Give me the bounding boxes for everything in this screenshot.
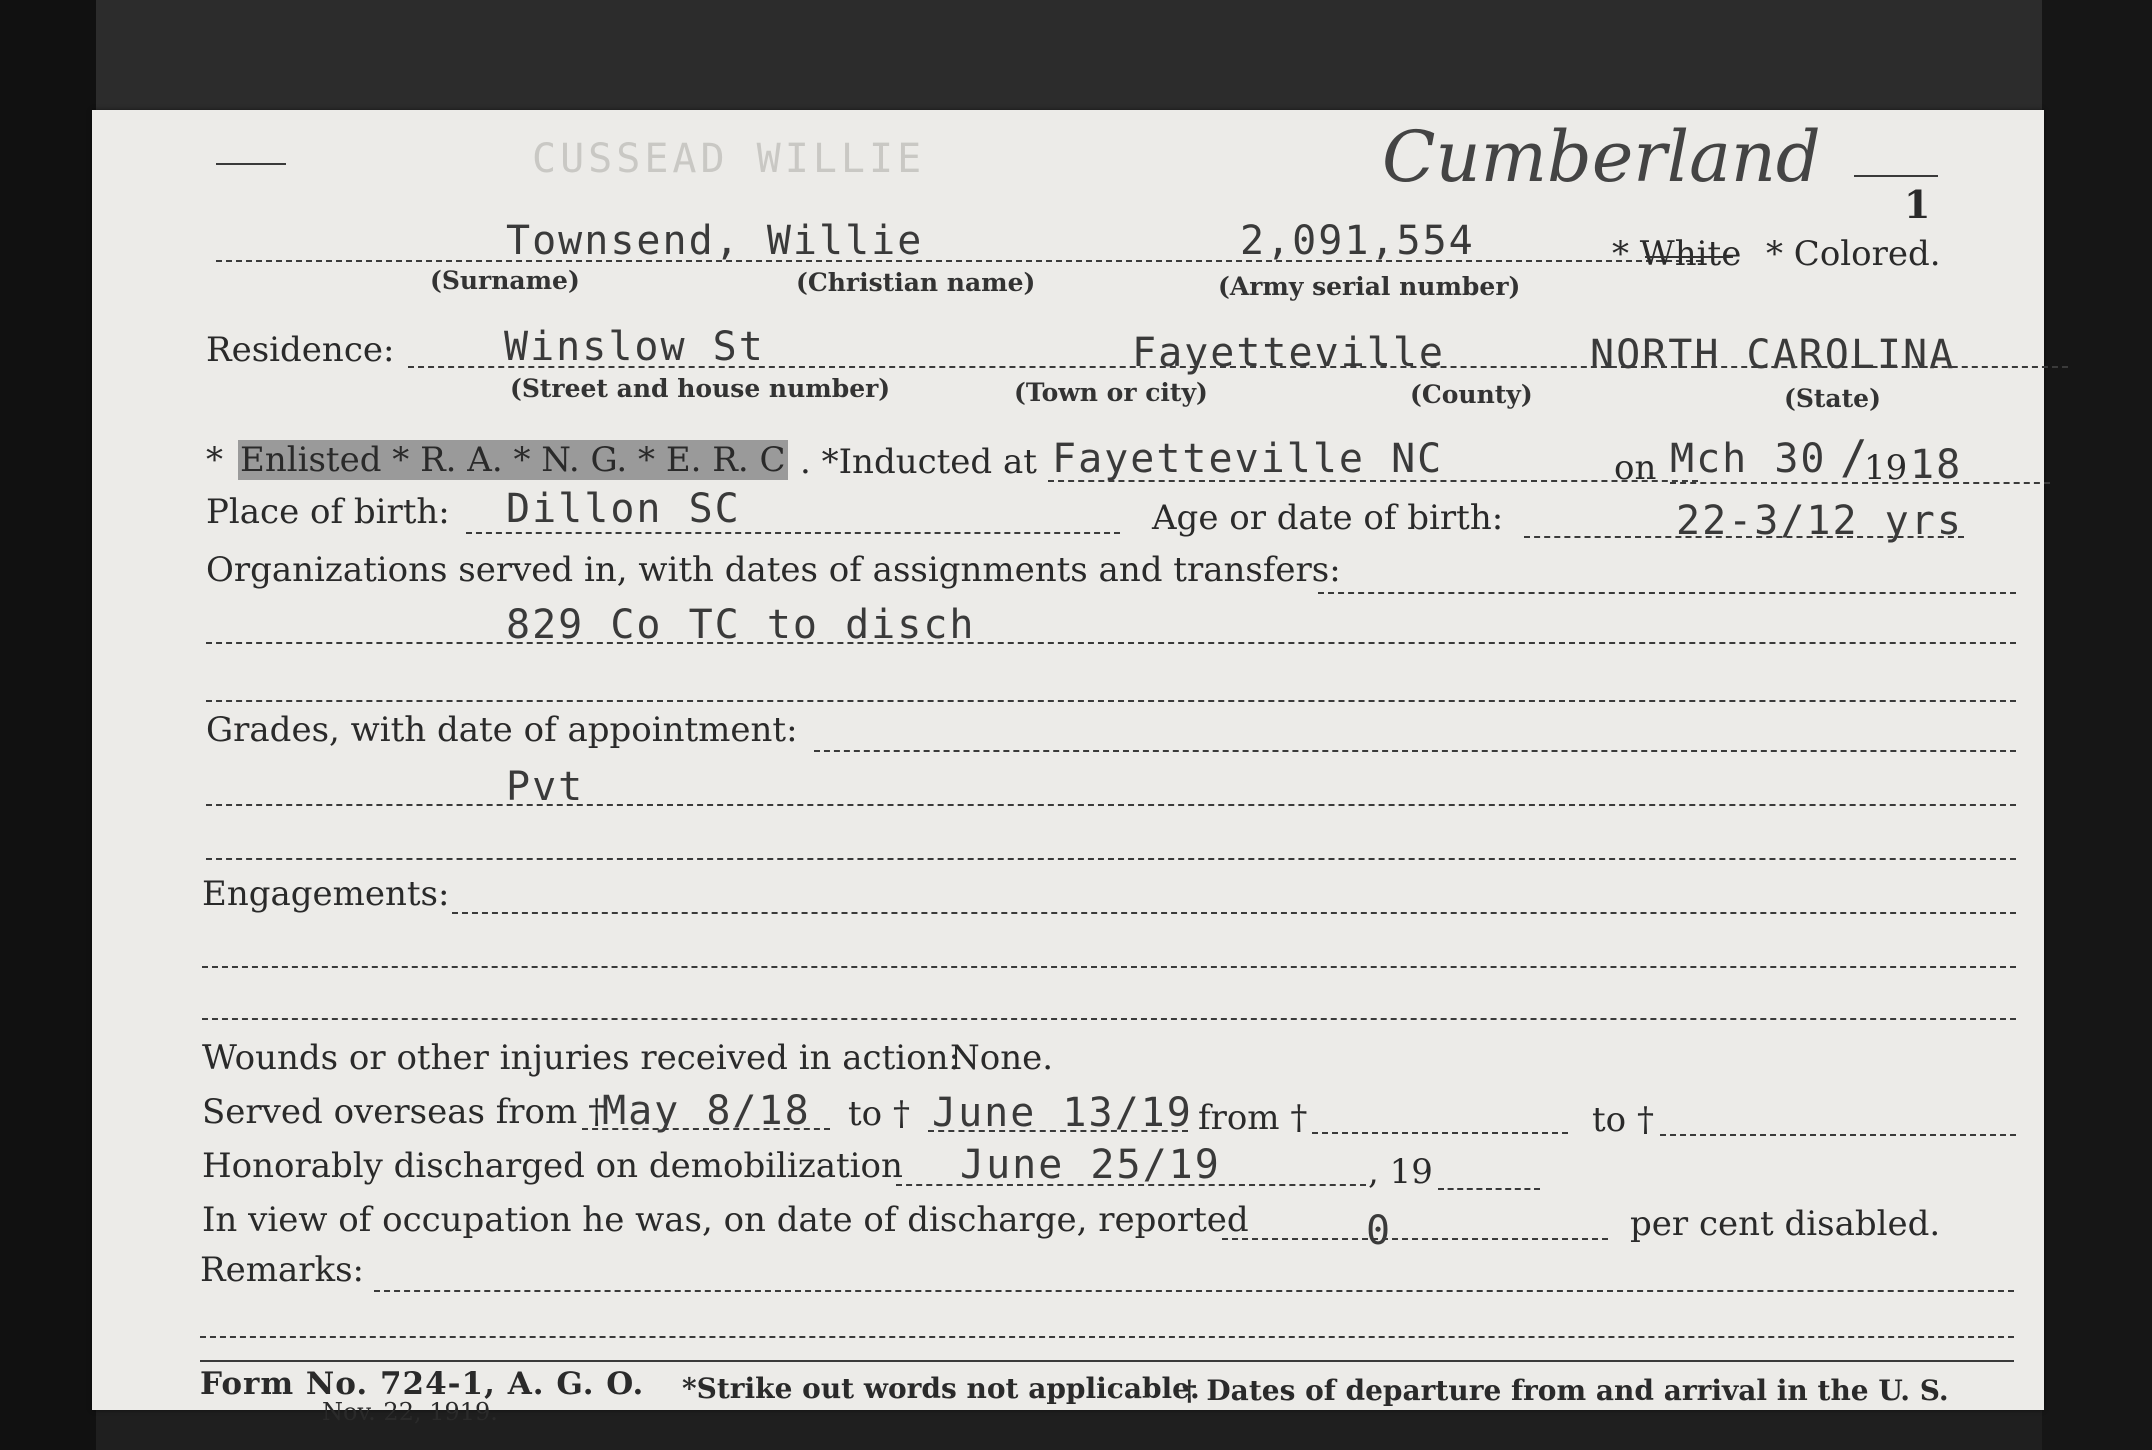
engagements-label: Engagements: [202, 874, 450, 914]
inducted-place: Fayetteville NC [1052, 436, 1444, 482]
overseas-from2-label: from † [1198, 1098, 1308, 1138]
overseas-to2-line [1660, 1134, 2016, 1136]
overseas-from-date: May 8/18 [602, 1088, 811, 1134]
wounds-label: Wounds or other injuries received in action: [202, 1038, 960, 1078]
enlistment-star: * [206, 440, 223, 480]
caption-county: (County) [1410, 380, 1533, 409]
birthplace-label: Place of birth: [206, 492, 450, 532]
residence-town: Fayetteville [1132, 330, 1445, 376]
caption-state: (State) [1784, 384, 1881, 413]
induction-date: Mch 30 [1670, 436, 1827, 482]
scan-edge-right [2042, 0, 2152, 1450]
discharge-year-prefix: , 19 [1368, 1152, 1433, 1192]
organizations-label: Organizations served in, with dates of assignments and transfers: [206, 550, 1341, 590]
form-number: Form No. 724-1, A. G. O. [200, 1366, 645, 1402]
date-slash: / [1840, 430, 1870, 484]
overseas-to2-label: to † [1592, 1100, 1654, 1140]
year-prefix: 19 [1864, 448, 1908, 488]
remarks-line-1 [374, 1290, 2014, 1292]
residence-street: Winslow St [504, 324, 765, 370]
scan-edge-left [0, 0, 96, 1450]
birthplace-line [466, 532, 1120, 534]
grades-line-2 [206, 804, 2016, 806]
grades-line-1 [814, 750, 2016, 752]
race-colored: * Colored. [1766, 234, 1941, 274]
race-white: * White [1612, 234, 1742, 274]
form-date: Nov. 22, 1919. [322, 1398, 498, 1426]
top-right-rule [1854, 175, 1938, 177]
inducted-label: . *Inducted at [800, 442, 1037, 482]
caption-surname: (Surname) [430, 266, 580, 295]
residence-state: NORTH CAROLINA [1590, 332, 1956, 378]
grades-line-3 [206, 858, 2016, 860]
overseas-to-date: June 13/19 [932, 1090, 1193, 1136]
discharge-date: June 25/19 [960, 1142, 1221, 1188]
caption-street: (Street and house number) [510, 374, 891, 403]
age-label: Age or date of birth: [1152, 498, 1504, 538]
overseas-from2-line [1312, 1132, 1568, 1134]
disability-suffix: per cent disabled. [1630, 1204, 1941, 1244]
birthplace-value: Dillon SC [506, 486, 741, 532]
induction-year: 18 [1910, 442, 1963, 488]
overseas-to-label: to † [848, 1094, 910, 1134]
organizations-line-2 [206, 642, 2016, 644]
organizations-line-1 [1318, 592, 2016, 594]
scan-edge-top [96, 0, 2152, 112]
race-white-strike [1645, 256, 1733, 258]
footer-note-strike: *Strike out words not applicable. [682, 1372, 1200, 1405]
army-serial-number: 2,091,554 [1240, 218, 1475, 264]
county-handwritten: Cumberland [1382, 116, 1821, 198]
top-left-rule [216, 163, 286, 165]
engagements-line-3 [202, 1018, 2016, 1020]
overseas-label: Served overseas from † [202, 1092, 606, 1132]
organizations-value: 829 Co TC to disch [506, 602, 976, 648]
disability-label: In view of occupation he was, on date of discharge, reported [202, 1200, 1249, 1240]
footer-note-dates: † Dates of departure from and arrival in the U. S. [1182, 1374, 1949, 1407]
caption-town: (Town or city) [1014, 378, 1208, 407]
disability-value: 0 [1366, 1208, 1393, 1254]
caption-christian-name: (Christian name) [796, 268, 1036, 297]
remarks-label: Remarks: [200, 1250, 364, 1290]
organizations-line-3 [206, 700, 2016, 702]
footer-rule [200, 1360, 2014, 1362]
on-label: on [1614, 448, 1657, 488]
grades-label: Grades, with date of appointment: [206, 710, 798, 750]
surname-christian-name: Townsend, Willie [506, 218, 924, 264]
name-line [216, 260, 1702, 262]
remarks-line-2 [200, 1336, 2014, 1338]
wounds-value: None. [950, 1038, 1054, 1078]
grades-value: Pvt [506, 764, 585, 810]
enlistment-options-struck: Enlisted * R. A. * N. G. * E. R. C [240, 440, 786, 480]
discharge-year-line [1438, 1188, 1540, 1190]
caption-army-serial: (Army serial number) [1218, 272, 1521, 301]
age-value: 22-3/12 yrs [1676, 498, 1963, 544]
card-number: 1 [1904, 182, 1931, 227]
engagements-line-1 [452, 912, 2016, 914]
service-record-card [92, 110, 2044, 1426]
bleed-through-text: CUSSEAD WILLIE [532, 136, 926, 182]
engagements-line-2 [202, 966, 2016, 968]
residence-label: Residence: [206, 330, 395, 370]
disability-line [1222, 1238, 1608, 1240]
discharge-label: Honorably discharged on demobilization [202, 1146, 903, 1186]
